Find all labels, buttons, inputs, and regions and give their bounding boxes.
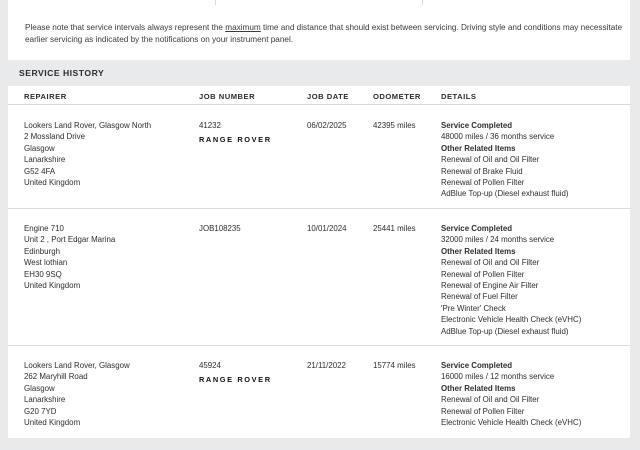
job-number: 41232 [199,121,221,130]
service-history-table [8,86,630,438]
strip-cell [423,0,630,5]
range-rover-logo: RANGE ROVER [199,375,272,385]
service-completed-label: Service Completed [441,224,513,233]
repairer-region: Lanarkshire [24,395,66,405]
job-date: 06/02/2025 [307,121,347,130]
strip-cell [216,0,424,5]
table-row [8,223,630,346]
details-cell [441,360,581,428]
table-row [8,120,630,209]
service-history-heading: SERVICE HISTORY [19,68,105,78]
job-number-cell [199,223,241,234]
repairer-region: West lothian [24,258,68,268]
repairer-address-line: 2 Mossland Drive [24,132,85,142]
repairer-name: Lookers Land Rover, Glasgow [24,361,130,370]
repairer-address-line: Unit 2 , Port Edgar Marina [24,235,116,245]
details-cell [441,223,581,337]
column-header-repairer: REPAIRER [24,92,67,101]
table-header [8,86,630,105]
related-item: AdBlue Top-up (Diesel exhaust fluid) [441,189,569,199]
service-interval: 16000 miles / 12 months service [441,372,555,382]
odometer-reading: 15774 miles [373,361,416,370]
notice-text-before: Please note that service intervals always represent the [25,23,226,32]
related-item: Electronic Vehicle Health Check (eVHC) [441,418,582,428]
repairer-postcode: G20 7YD [24,406,57,416]
job-date: 10/01/2024 [307,224,347,233]
related-item: Renewal of Engine Air Filter [441,281,539,291]
related-item: Renewal of Pollen Filter [441,178,525,188]
repairer-name: Lookers Land Rover, Glasgow North [24,121,152,130]
strip-cell [8,0,216,5]
related-item: Renewal of Oil and Oil Filter [441,258,540,268]
repairer-region: Lanarkshire [24,155,66,165]
column-header-details: DETAILS [441,92,477,101]
service-completed-label: Service Completed [441,361,513,370]
notice-maximum-emphasis: maximum [225,23,261,32]
service-interval: 32000 miles / 24 months service [441,235,555,245]
service-interval-notice [25,22,625,46]
odometer-reading: 42395 miles [373,121,416,130]
column-header-job-number: JOB NUMBER [199,92,256,101]
range-rover-logo: RANGE ROVER [199,135,272,145]
repairer-name: Engine 710 [24,224,64,233]
column-header-job-date: JOB DATE [307,92,349,101]
related-item: Renewal of Oil and Oil Filter [441,155,540,165]
job-number-cell [199,360,272,386]
repairer-cell [24,223,115,291]
repairer-postcode: G52 4FA [24,166,56,176]
repairer-city: Glasgow [24,383,55,393]
repairer-cell [24,120,151,188]
other-related-items-label: Other Related Items [441,143,516,153]
job-number: JOB108235 [199,224,241,233]
job-date: 21/11/2022 [307,361,346,370]
repairer-country: United Kingdom [24,178,81,188]
repairer-city: Glasgow [24,143,55,153]
repairer-city: Edinburgh [24,246,60,256]
repairer-country: United Kingdom [24,418,81,428]
other-related-items-label: Other Related Items [441,383,516,393]
related-item: 'Pre Winter' Check [441,303,506,313]
job-number-cell [199,120,272,146]
service-completed-label: Service Completed [441,121,513,130]
service-interval: 48000 miles / 36 months service [441,132,555,142]
odometer-reading: 25441 miles [373,224,416,233]
related-item: Renewal of Fuel Filter [441,292,518,302]
details-cell [441,120,569,200]
top-tab-strip [8,0,630,5]
repairer-cell [24,360,130,428]
column-header-odometer: ODOMETER [373,92,421,101]
notice-text-after: time and distance that should exist between servicing. Driving style and conditions may necessitate earlier servicing as indicated by the notifications on your instrument panel. [25,23,623,44]
related-item: Renewal of Pollen Filter [441,269,525,279]
job-number: 45924 [199,361,221,370]
related-item: Renewal of Oil and Oil Filter [441,395,540,405]
other-related-items-label: Other Related Items [441,246,516,256]
related-item: Renewal of Brake Fluid [441,166,523,176]
repairer-country: United Kingdom [24,281,81,291]
related-item: AdBlue Top-up (Diesel exhaust fluid) [441,326,569,336]
service-interval-notice-card [8,0,630,60]
related-item: Electronic Vehicle Health Check (eVHC) [441,315,582,325]
repairer-postcode: EH30 9SQ [24,269,62,279]
related-item: Renewal of Pollen Filter [441,406,525,416]
table-row [8,360,630,430]
repairer-address-line: 262 Maryhill Road [24,372,88,382]
